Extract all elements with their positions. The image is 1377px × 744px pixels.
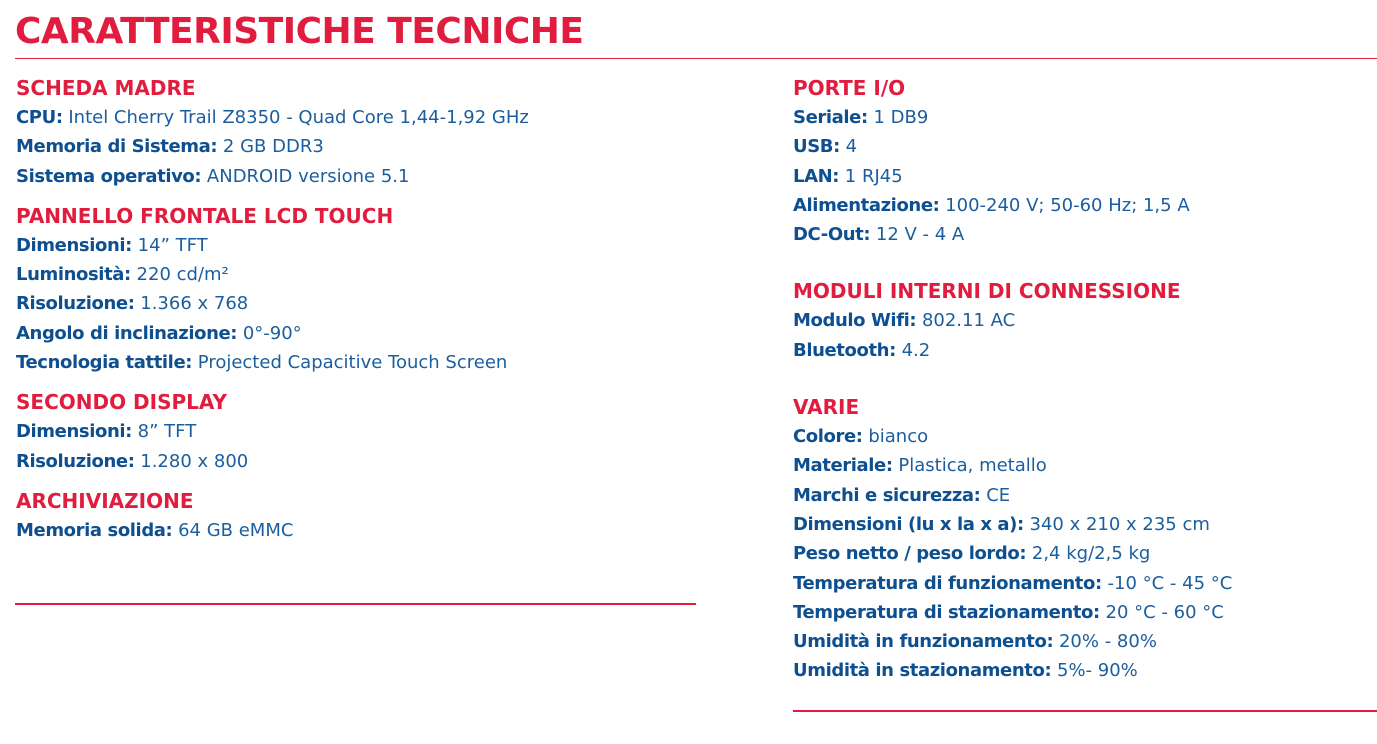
left-column-end-divider xyxy=(15,603,696,605)
spec-value: 1 DB9 xyxy=(867,107,929,128)
spec-label: Modulo Wifi: xyxy=(793,310,917,332)
spec-row-wifi xyxy=(793,306,1377,335)
spec-value: 12 V - 4 A xyxy=(870,224,965,246)
spec-row-luminosita xyxy=(16,260,706,289)
spec-label: Seriale: xyxy=(793,107,868,128)
spec-label: Sistema operativo: xyxy=(16,165,202,187)
spec-label: Temperatura di stazionamento: xyxy=(793,601,1100,623)
spec-value: 4 xyxy=(839,136,858,158)
spec-value: ANDROID versione 5.1 xyxy=(201,165,410,187)
spec-row-marchi xyxy=(793,481,1377,510)
spec-label: LAN: xyxy=(793,165,840,187)
spec-value: Plastica, metallo xyxy=(892,455,1047,477)
spec-label: Umidità in funzionamento: xyxy=(793,631,1054,653)
spec-value: 20% - 80% xyxy=(1053,631,1157,653)
spec-value: 1.366 x 768 xyxy=(134,293,249,315)
spec-value: Intel Cherry Trail Z8350 - Quad Core 1,44-1,92 GHz xyxy=(62,107,529,128)
section-title: PORTE I/O xyxy=(793,76,906,100)
section-title: PANNELLO FRONTALE LCD TOUCH xyxy=(16,203,394,228)
spec-label: Alimentazione: xyxy=(793,194,940,216)
spec-label: Materiale: xyxy=(793,455,893,477)
spec-row-dimensioni xyxy=(16,417,706,446)
spec-value: Projected Capacitive Touch Screen xyxy=(192,352,508,374)
spec-label: Dimensioni: xyxy=(16,234,132,256)
spec-row-alimentazione xyxy=(793,191,1377,220)
page-title: CARATTERISTICHE TECNICHE xyxy=(15,11,584,52)
spec-label: Marchi e sicurezza: xyxy=(793,484,981,506)
spec-value: 1 RJ45 xyxy=(839,165,903,187)
spec-row-angolo xyxy=(16,319,706,348)
spec-value: 8” TFT xyxy=(131,421,197,443)
spec-value: bianco xyxy=(862,426,929,448)
spec-value: 20 °C - 60 °C xyxy=(1099,601,1224,623)
spec-row-bluetooth xyxy=(793,336,1377,365)
spec-row-memoria-solida xyxy=(16,516,706,545)
section-archiviazione xyxy=(16,487,706,545)
spec-label: Colore: xyxy=(793,426,863,448)
spec-label: Tecnologia tattile: xyxy=(16,352,193,374)
spec-label: Memoria di Sistema: xyxy=(16,136,218,158)
section-pannello-frontale xyxy=(16,202,706,377)
spec-value: 802.11 AC xyxy=(916,310,1016,332)
spec-label: Peso netto / peso lordo: xyxy=(793,543,1027,565)
section-title: SECONDO DISPLAY xyxy=(16,390,227,415)
spec-row-umidita-funzionamento xyxy=(793,627,1377,656)
spec-row-dimensioni xyxy=(16,231,706,260)
spec-label: Angolo di inclinazione: xyxy=(16,322,238,344)
spec-label: Temperatura di funzionamento: xyxy=(793,572,1102,594)
spec-label: Risoluzione: xyxy=(16,293,135,315)
title-divider xyxy=(15,58,1377,59)
section-porte-io xyxy=(793,74,1377,249)
section-varie xyxy=(793,393,1377,686)
right-column-end-divider xyxy=(793,710,1377,712)
spec-row-tecnologia xyxy=(16,348,706,377)
spec-row-lan xyxy=(793,162,1377,191)
spec-row-temp-funzionamento xyxy=(793,569,1377,598)
spec-label: Umidità in stazionamento: xyxy=(793,660,1052,682)
spec-row-materiale xyxy=(793,451,1377,480)
spec-label: CPU: xyxy=(16,107,63,128)
section-title: ARCHIVIAZIONE xyxy=(16,488,194,513)
section-title: VARIE xyxy=(793,395,860,420)
spec-row-dc-out xyxy=(793,220,1377,249)
section-title: SCHEDA MADRE xyxy=(16,76,196,100)
spec-value: 2,4 kg/2,5 kg xyxy=(1026,543,1151,565)
spec-label: Luminosità: xyxy=(16,264,131,286)
spec-row-cpu xyxy=(16,103,706,132)
spec-row-risoluzione xyxy=(16,447,706,476)
section-title: MODULI INTERNI DI CONNESSIONE xyxy=(793,279,1181,304)
section-secondo-display xyxy=(16,388,706,476)
right-column xyxy=(793,74,1377,686)
spec-label: Risoluzione: xyxy=(16,450,135,472)
spec-row-risoluzione xyxy=(16,289,706,318)
section-moduli-interni xyxy=(793,277,1377,365)
spec-row-peso xyxy=(793,539,1377,568)
spec-row-colore xyxy=(793,422,1377,451)
spec-label: DC-Out: xyxy=(793,224,871,246)
spec-value: 1.280 x 800 xyxy=(134,450,249,472)
spec-value: 100-240 V; 50-60 Hz; 1,5 A xyxy=(939,194,1190,216)
spec-label: USB: xyxy=(793,136,840,158)
spec-row-umidita-stazionamento xyxy=(793,656,1377,685)
spec-value: 220 cd/m² xyxy=(130,264,229,286)
spec-value: 0°-90° xyxy=(237,322,302,344)
section-scheda-madre xyxy=(16,74,706,191)
spec-row-dimensioni xyxy=(793,510,1377,539)
spec-row-sistema-operativo xyxy=(16,162,706,191)
spec-value: 340 x 210 x 235 cm xyxy=(1023,513,1210,535)
spec-row-memoria xyxy=(16,132,706,161)
spec-row-seriale xyxy=(793,103,1377,132)
spec-label: Bluetooth: xyxy=(793,339,896,361)
spec-value: 14” TFT xyxy=(131,234,208,256)
spec-value: 64 GB eMMC xyxy=(172,519,294,541)
spec-label: Memoria solida: xyxy=(16,519,173,541)
spec-row-temp-stazionamento xyxy=(793,598,1377,627)
spec-value: 5%- 90% xyxy=(1051,660,1138,682)
left-column xyxy=(16,74,706,545)
spec-value: 4.2 xyxy=(895,339,931,361)
spec-row-usb xyxy=(793,132,1377,161)
spec-value: 2 GB DDR3 xyxy=(217,136,324,158)
spec-value: CE xyxy=(980,484,1011,506)
spec-label: Dimensioni: xyxy=(16,421,132,443)
spec-value: -10 °C - 45 °C xyxy=(1101,572,1233,594)
spec-label: Dimensioni (lu x la x a): xyxy=(793,513,1024,535)
